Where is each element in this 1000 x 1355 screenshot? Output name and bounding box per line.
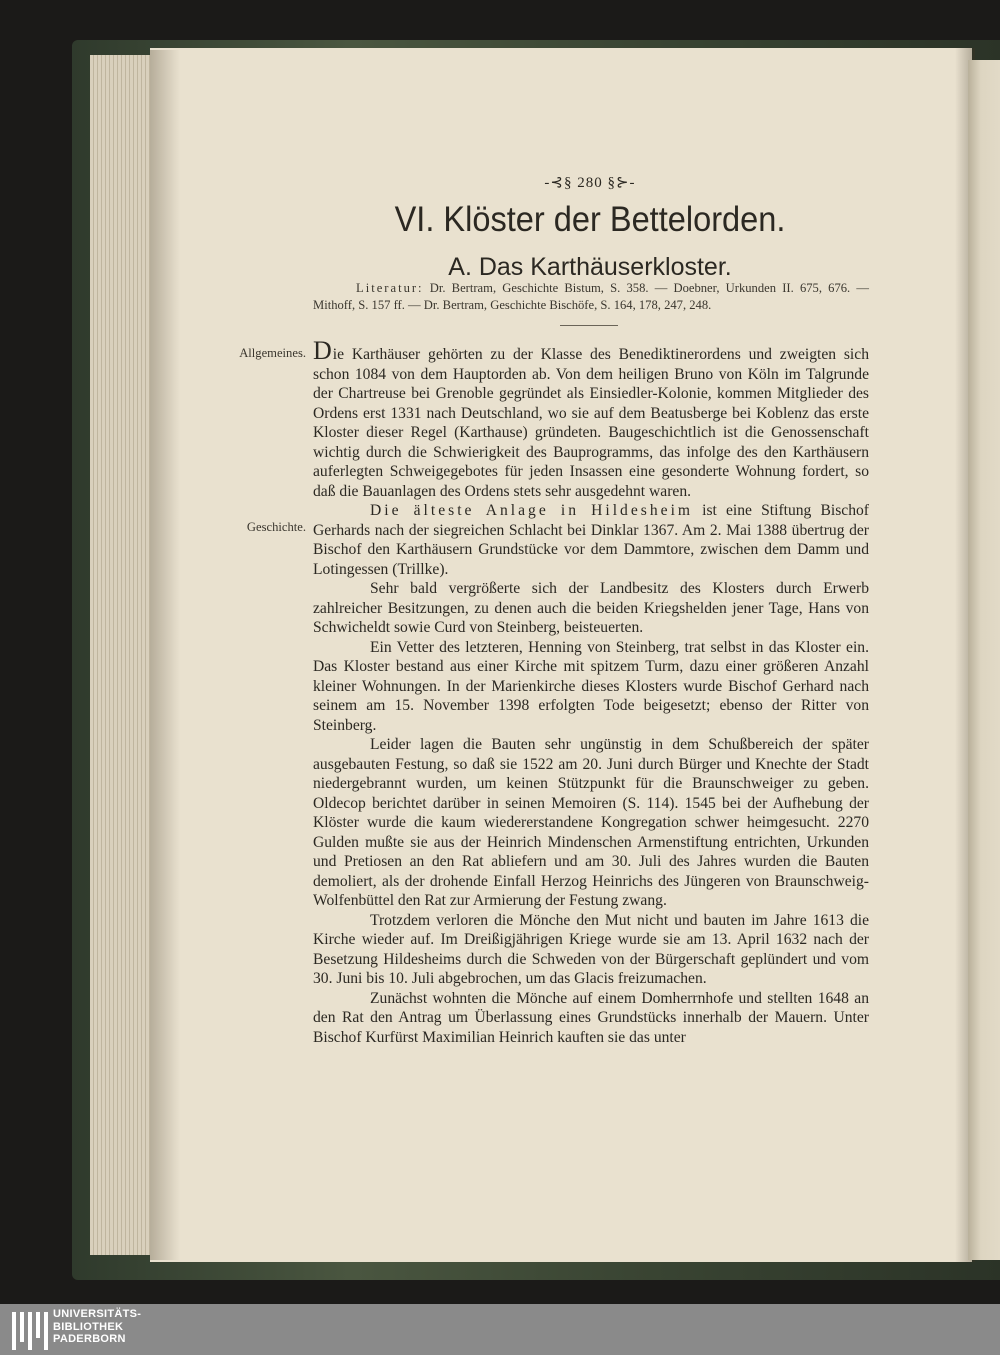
logo-line-1: UNIVERSITÄTS- (53, 1308, 142, 1320)
page-number: -⊰§ 280 §⊱- (544, 175, 636, 191)
section-title: A. Das Karthäuserkloster. (448, 253, 732, 281)
facing-page-edge (968, 60, 1000, 1260)
paragraph-2 (313, 501, 869, 579)
logo-line-2: BIBLIOTHEK (53, 1320, 124, 1333)
literature-references (313, 280, 869, 314)
paragraph-2-spaced: Die älteste Anlage in Hildesheim (370, 502, 694, 519)
paragraph-7: Zunächst wohnten die Mönche auf einem Domherrnhofe und stellten 1648 an den Rat den Antrag um Überlassung eines Grundstücks innerhalb der Mauern. Unter Bischof Kurfürst Maximilian Heinrich kauften sie das unter (313, 989, 869, 1046)
paragraph-4: Ein Vetter des letzteren, Henning von Steinberg, trat selbst in das Kloster ein. Das Kloster bestand aus einer Kirche mit spitzem Turm, dazu einer größeren Anzahl kleiner Wohnungen. In der Marienkirche dieses Klosters wurde Bischof Gerhard nach seinem am 15. November 1398 erfolgten Tode beigesetzt; ebenso der Ritter von Steinberg. (313, 638, 869, 734)
library-logo-text (53, 1308, 141, 1346)
literature-text: Dr. Bertram, Geschichte Bistum, S. 358. — Doebner, Urkunden II. 675, 676. — Mithoff, S. 157 ff. — Dr. Bertram, Geschichte Bischöfe, S. 164, 178, 247, 248. (313, 281, 869, 312)
paragraph-3: Sehr bald vergrößerte sich der Landbesitz des Klosters durch Erwerb zahlreicher Besitzungen, zu denen auch die beiden Kriegshelden jener Tage, Hans von Schwicheldt sowie Curd von Steinberg, beisteuerten. (313, 580, 869, 636)
body-text (313, 336, 869, 1047)
paragraph-1 (313, 336, 869, 501)
library-footer (0, 1304, 1000, 1355)
margin-note-allgemeines: Allgemeines. (239, 346, 306, 360)
drop-cap: D (313, 336, 332, 365)
logo-line-3: PADERBORN (53, 1333, 126, 1345)
paragraph-6: Trotzdem verloren die Mönche den Mut nicht und bauten im Jahre 1613 die Kirche wieder auf. Im Dreißigjährigen Kriege wurde sie am 13. April 1632 nach der Besetzung Hildesheims durch die Schweden von der Bürgerschaft geplündert und vom 30. Juni bis 10. Juli abgebrochen, um das Glacis freizumachen. (313, 911, 869, 987)
literature-label: Literatur: (356, 281, 424, 295)
divider-rule (560, 325, 618, 326)
chapter-title: VI. Klöster der Bettelorden. (394, 200, 786, 239)
paragraph-1-text: ie Karthäuser gehörten zu der Klasse des Benediktinerordens und zweigten sich schon 1084 von dem Hauptorden ab. Von dem heiligen Bruno von Köln im Talgrunde der Chartreuse bei Grenoble gegründet als Einsiedler-Kolonie, kommen Mitglieder des Ordens erst 1331 nach Deutschland, wo sie auf dem Beatusberge bei Koblenz das erste Kloster dieser Regel (Karthause) gründeten. Baugeschichtlich ist die Genossenschaft wichtig durch die Schwierigkeit des Bauprogramms, das infolge des den Karthäusern auferlegten Schweigegebotes für jeden Insassen eine gesonderte Wohnung fordert, so daß die Bauanlagen des Ordens stets sehr ausgedehnt waren. (313, 346, 869, 500)
paragraph-2-text: ist eine Stiftung Bischof Gerhards nach der siegreichen Schlacht bei Dinklar 1367. Am 2. Mai 1388 übertrug der Bischof den Karthäusern Grundstücke vor dem Dammtore, zwischen dem Damm und Lotingessen (Trillke). (313, 502, 869, 578)
paragraph-5: Leider lagen die Bauten sehr ungünstig in dem Schußbereich der später ausgebauten Festung, so daß sie 1522 am 20. Juni durch Bürger und Knechte der Stadt niedergebrannt wurden, um keinen Stützpunkt für die Braunschweiger zu geben. Oldecop berichtet darüber in seinen Memoiren (S. 114). 1545 bei der Aufhebung der Klöster wurde die kaum wiedererstandene Kongregation schwer heimgesucht. 2270 Gulden mußte sie aus der Heinrich Mindenschen Armenstiftung entrichten, Urkunden und Pretiosen an den Rat abliefern und am 30. Juli des Jahres wurden die Bauten demoliert, als der drohende Einfall Herzog Heinrichs des Jüngeren von Braunschweig-Wolfenbüttel den Rat zur Armierung der Festung zwang. (313, 736, 869, 909)
spine-shadow (150, 50, 180, 1260)
margin-note-geschichte: Geschichte. (246, 520, 306, 534)
